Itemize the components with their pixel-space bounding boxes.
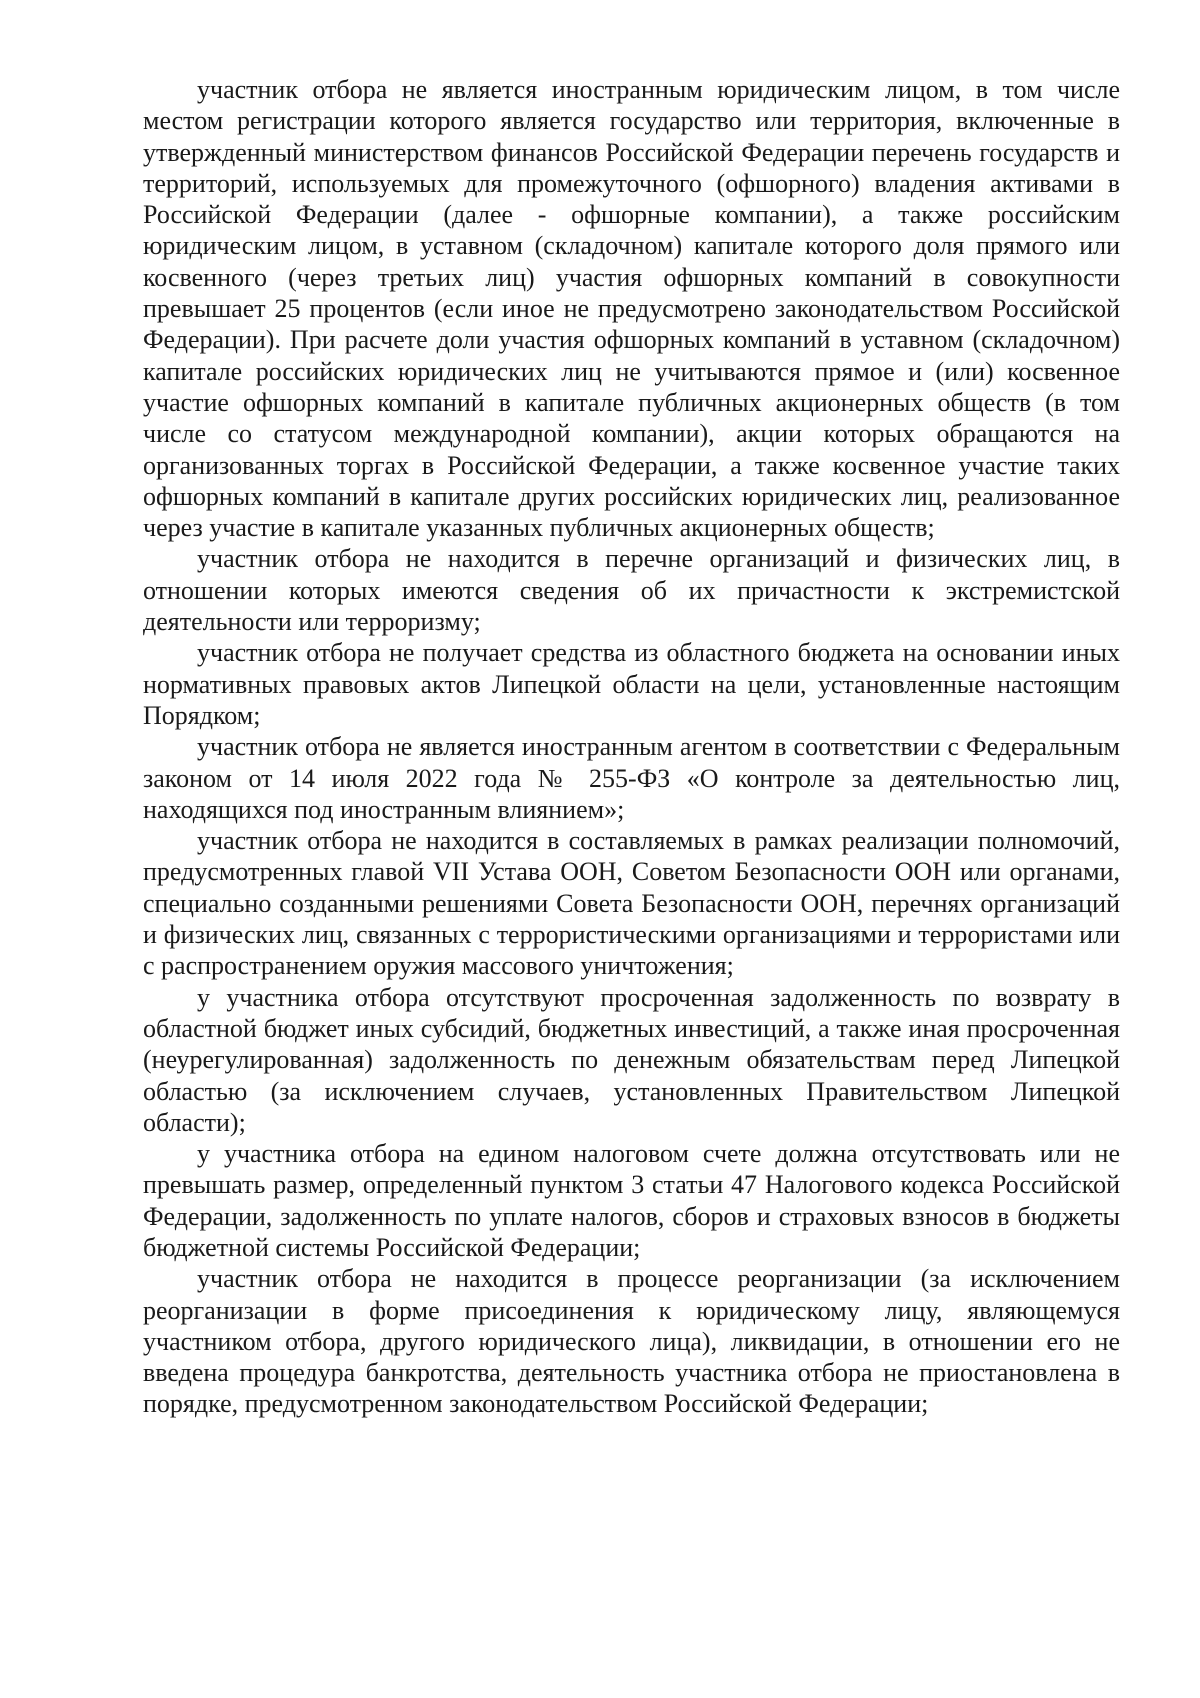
paragraph-overdue-debt: у участника отбора отсутствуют просроченная задолженность по возврату в областной бюджет иных субсидий, бюджетных инвестиций, а также иная просроченная (неурегулированная) задолженность по денежным обязательствам перед Липецкой областью (за исключением случаев, установленных Правительством Липецкой области); [143,982,1120,1137]
document-body [143,74,1120,1420]
paragraph-foreign-agent: участник отбора не является иностранным агентом в соответствии с Федеральным законом от 14 июля 2022 года № 255-ФЗ «О контроле за деятельностью лиц, находящихся под иностранным влиянием»; [143,732,1120,824]
paragraph-reorganization-bankruptcy: участник отбора не находится в процессе реорганизации (за исключением реорганизации в форме присоединения к юридическому лицу, являющемуся участником отбора, другого юридического лица), ликвидации, в отношении его не введена процедура банкротства, деятельность участника отбора не приостановлена в порядке, предусмотренном законодательством Российской Федерации; [143,1264,1120,1419]
paragraph-tax-debt: у участника отбора на едином налоговом счете должна отсутствовать или не превышать размер, определенный пунктом 3 статьи 47 Налогового кодекса Российской Федерации, задолженность по уплате налогов, сборов и страховых взносов в бюджеты бюджетной системы Российской Федерации; [143,1139,1120,1262]
paragraph-offshore-companies: участник отбора не является иностранным юридическим лицом, в том числе местом регистрации которого является государство или территория, включенные в утвержденный министерством финансов Российской Федерации перечень государств и территорий, используемых для промежуточного (офшорного) владения активами в Российской Федерации (далее - офшорные компании), а также российским юридическим лицом, в уставном (складочном) капитале которого доля прямого или косвенного (через третьих лиц) участия офшорных компаний в совокупности превышает 25 процентов (если иное не предусмотрено законодательством Российской Федерации). При расчете доли участия офшорных компаний в уставном (складочном) капитале российских юридических лиц не учитываются прямое и (или) косвенное участие офшорных компаний в капитале публичных акционерных обществ (в том числе со статусом международной компании), акции которых обращаются на организованных торгах в Российской Федерации, а также косвенное участие таких офшорных компаний в капитале других российских юридических лиц, реализованное через участие в капитале указанных публичных акционерных обществ; [143,75,1120,543]
paragraph-regional-budget-funds: участник отбора не получает средства из областного бюджета на основании иных нормативных правовых актов Липецкой области на цели, установленные настоящим Порядком; [143,638,1120,730]
paragraph-extremism-list: участник отбора не находится в перечне организаций и физических лиц, в отношении которых имеются сведения об их причастности к экстремистской деятельности или терроризму; [143,544,1120,637]
paragraph-un-security-council-lists: участник отбора не находится в составляемых в рамках реализации полномочий, предусмотренных главой VII Устава ООН, Советом Безопасности ООН или органами, специально созданными решениями Совета Безопасности ООН, перечнях организаций и физических лиц, связанных с террористическими организациями и террористами или с распространением оружия массового уничтожения; [143,826,1120,981]
